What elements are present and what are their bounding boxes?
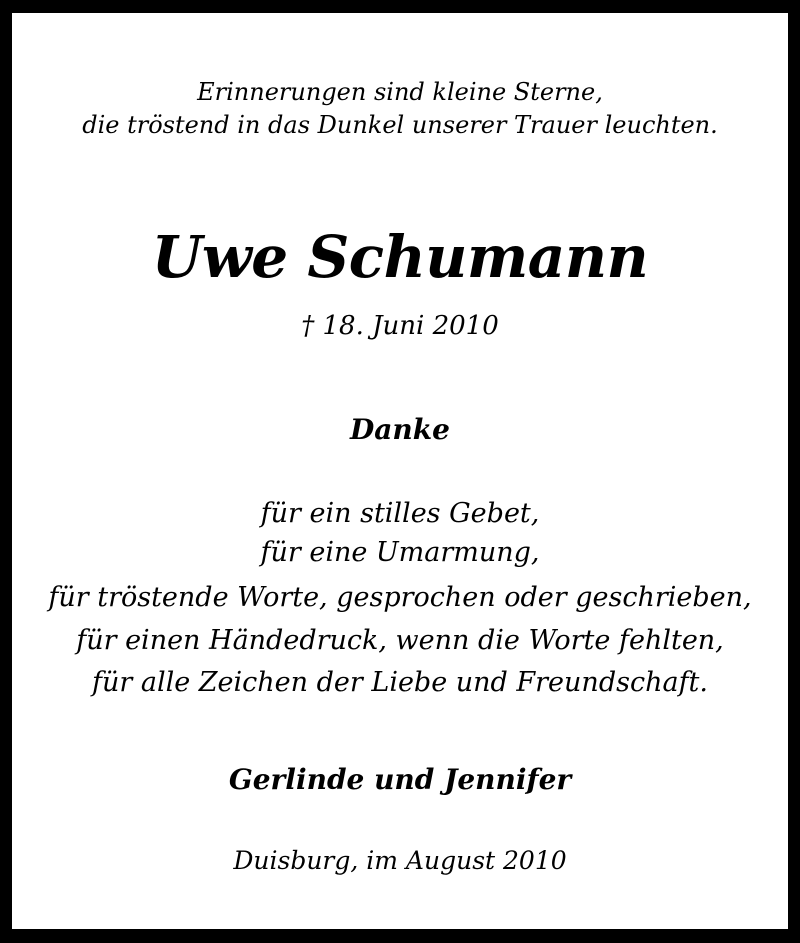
quote-line-2: die tröstend in das Dunkel unserer Trauer leuchten. — [82, 111, 718, 139]
thanks-line-3: für tröstende Worte, gesprochen oder geschrieben, — [48, 582, 752, 613]
death-date: † 18. Juni 2010 — [301, 311, 499, 341]
signature: Gerlinde und Jennifer — [228, 763, 572, 796]
deceased-name: Uwe Schumann — [151, 223, 649, 291]
quote-line-1: Erinnerungen sind kleine Sterne, — [197, 78, 603, 106]
thanks-line-4: für einen Händedruck, wenn die Worte fehlten, — [76, 625, 724, 656]
thanks-heading: Danke — [350, 413, 450, 446]
thanks-line-1: für ein stilles Gebet, — [260, 498, 540, 529]
place-and-date: Duisburg, im August 2010 — [233, 846, 567, 875]
thanks-line-2: für eine Umarmung, — [260, 537, 540, 568]
thanks-line-5: für alle Zeichen der Liebe und Freundschaft. — [92, 667, 708, 698]
